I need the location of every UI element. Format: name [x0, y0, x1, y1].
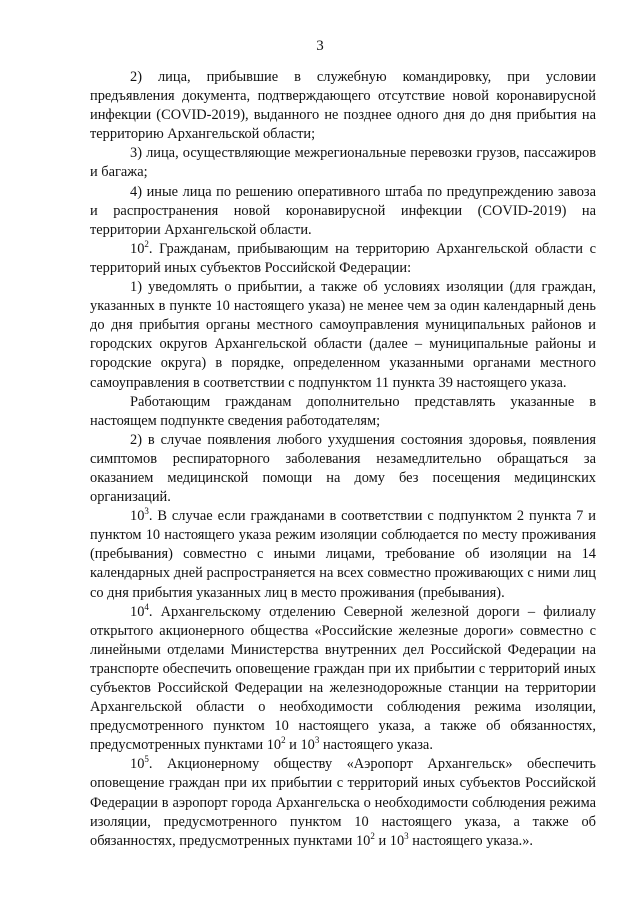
clause-reference-superscript: 2 [281, 735, 286, 746]
clause-number [130, 756, 149, 772]
clause-10-2-item-2: 2) в случае появления любого ухудшения состояния здоровья, появления симптомов респираторного заболевания незамедлительно обращаться за оказанием медицинской помощи на дому без посещения медицинских организаций. [90, 431, 596, 506]
clause-number-superscript: 4 [144, 601, 149, 612]
clause-reference-superscript: 3 [404, 830, 409, 841]
clause-text: . Акционерному обществу «Аэропорт Архангельск» обеспечить оповещение граждан при их прибытии с территорий иных субъектов Российской Федерации в аэропорт города Архангельска о необходимости соблюдения режима изоляции, предусмотренного пунктом 10 настоящего указа, а также об обязанностях, предусмотренных пунктами [90, 756, 596, 849]
clause-text: . В случае если гражданами в соответствии с подпунктом 2 пункта 7 и пунктом 10 настоящего указа режим изоляции соблюдается по месту проживания (пребывания) совместно с иными лицами, требование об изоляции на 14 календарных дней распространяется на всех совместно проживающих с ними лиц со дня прибытия указанных лиц в место проживания (пребывания). [90, 508, 596, 601]
item-3-carriers: 3) лица, осуществляющие межрегиональные перевозки грузов, пассажиров и багажа; [90, 145, 596, 181]
document-body [90, 68, 596, 851]
clause-tail: настоящего указа.». [408, 832, 534, 849]
clause-10-2-employers: Работающим гражданам дополнительно представлять указанные в настоящем подпункте сведения работодателям; [90, 393, 596, 429]
clause-10-4 [90, 603, 596, 756]
clause-number-superscript: 3 [144, 506, 149, 517]
item-2-business-trip: 2) лица, прибывшие в служебную командировку, при условии предъявления документа, подтверждающего отсутствие новой коронавирусной инфекции (COVID-2019), выданного не позднее одного дня до дня прибытия на территорию Архангельской области; [90, 69, 596, 143]
item-4-other-persons: 4) иные лица по решению оперативного штаба по предупреждению завоза и распространения новой коронавирусной инфекции (COVID-2019) на территории Архангельской области. [90, 183, 596, 238]
clause-number-base: 10 [130, 756, 145, 773]
clause-reference-superscript: 2 [370, 830, 375, 841]
clause-number [130, 601, 149, 620]
clause-number-base: 10 [130, 240, 145, 257]
clause-reference: 10 [389, 832, 405, 849]
page-number: 3 [316, 38, 324, 54]
clause-10-3 [90, 507, 596, 602]
clause-reference: 10 [300, 737, 315, 754]
clause-10-2-item-1: 1) уведомлять о прибытии, а также об условиях изоляции (для граждан, указанных в пункте 10 настоящего указа) не менее чем за один календарный день до дня прибытия органы местного самоуправления муниципальных районов и городских округов Архангельской области (далее – муниципальные районы и городские округа) в порядке, определенном указанными органами местного самоуправления в соответствии с подпунктом 11 пункта 39 настоящего указа. [90, 279, 596, 391]
clause-number-base: 10 [130, 508, 145, 525]
clause-number-superscript: 5 [144, 754, 149, 765]
clause-number-base: 10 [130, 603, 145, 620]
clause-reference-joiner: и [285, 737, 301, 754]
clause-text: . Гражданам, прибывающим на территорию Архангельской области с территорий иных субъектов Российской Федерации: [90, 240, 596, 276]
clause-reference-joiner: и [374, 832, 390, 849]
clause-number [130, 238, 149, 257]
clause-number [130, 508, 149, 524]
clause-reference: 10 [266, 737, 282, 754]
clause-10-5 [90, 755, 596, 850]
clause-reference-superscript: 3 [314, 735, 320, 746]
clause-text: . Архангельскому отделению Северной железной дороги – филиалу открытого акционерного общества «Российские железные дороги» совместно с линейными отделами Министерства внутренних дел Российской Федерации на транспорте обеспечить оповещение граждан при их прибытии с территорий иных субъектов Российской Федерации на железнодорожные станции на территории Архангельской области о необходимости соблюдения режима изоляции, предусмотренного пунктом 10 настоящего указа, а также об обязанностях, предусмотренных пунктами [90, 603, 596, 754]
clause-10-2 [90, 240, 596, 278]
clause-reference: 10 [355, 832, 371, 849]
clause-tail: настоящего указа. [319, 737, 433, 754]
clause-number-superscript: 2 [144, 238, 149, 249]
